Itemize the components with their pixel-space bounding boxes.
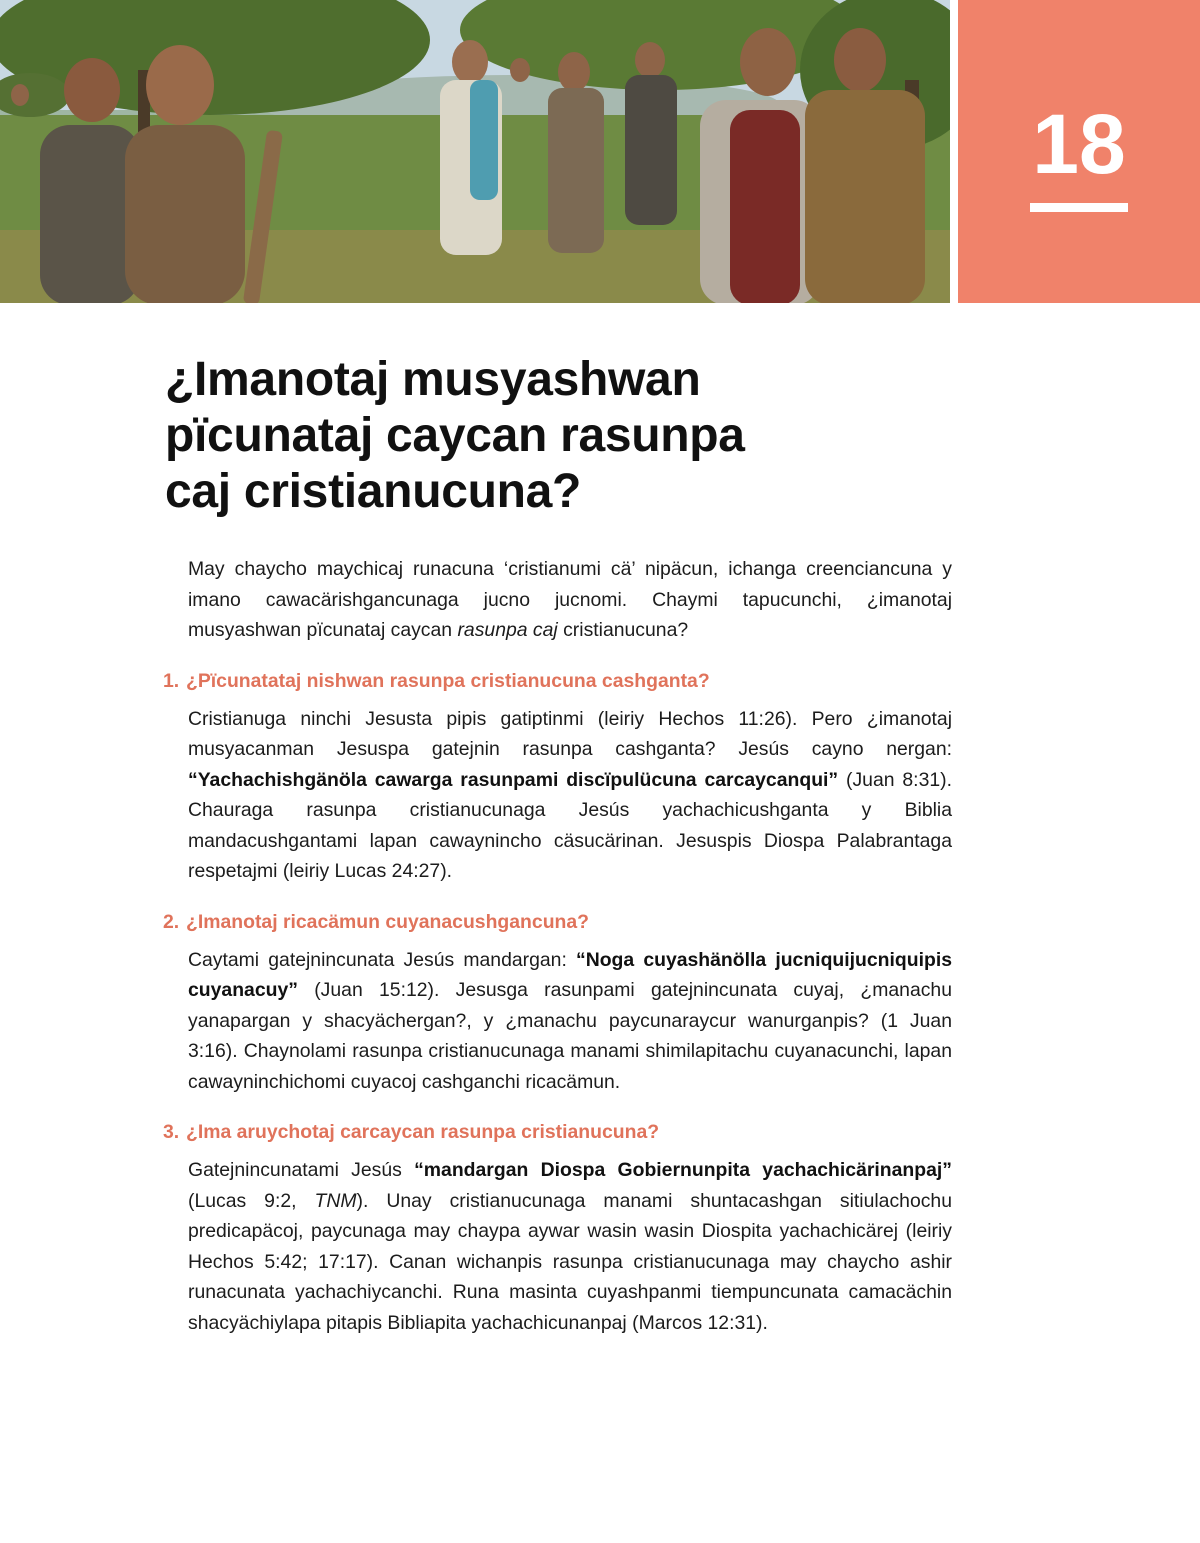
answer-paragraph <box>188 1155 952 1338</box>
answer-paragraph <box>188 704 952 887</box>
translation-abbreviation: TNM <box>314 1189 357 1212</box>
answer-text: Caytami gatejnincunata Jesús mandargan: <box>188 948 576 971</box>
lesson-content <box>163 554 952 1358</box>
answer-paragraph <box>188 945 952 1098</box>
question-section-1 <box>163 666 952 887</box>
question-heading <box>163 907 952 937</box>
answer-text: Gatejnincunatami Jesús <box>188 1159 415 1181</box>
disciples-walking-illustration-icon <box>0 0 950 303</box>
scripture-quote: “mandargan Diospa Gobiernunpita yachachicärinanpaj” <box>414 1159 952 1181</box>
lesson-number-underline <box>1030 203 1128 212</box>
page-title <box>165 352 865 520</box>
answer-text: (Lucas 9:2, <box>188 1189 315 1212</box>
question-text: ¿Pïcunatataj nishwan rasunpa cristianucuna cashganta? <box>186 669 710 692</box>
question-section-2 <box>163 907 952 1098</box>
question-heading <box>163 666 952 696</box>
question-number: 1. <box>163 669 180 692</box>
title-line-2: pïcunataj caycan rasunpa <box>165 409 745 462</box>
question-section-3 <box>163 1117 952 1338</box>
question-heading <box>163 1117 952 1147</box>
intro-text-start: May chaycho maychicaj runacuna ‘cristianumi cä’ nipäcun, ichanga creenciancuna y imano cawacärishgancunaga jucno jucnomi. Chaymi tapucunchi, ¿imanotaj musyashwan pïcunataj caycan <box>188 558 952 641</box>
question-text: ¿Imanotaj ricacämun cuyanacushgancuna? <box>186 910 590 933</box>
title-line-1: ¿Imanotaj musyashwan <box>165 353 701 406</box>
scripture-quote: “Yachachishgänöla cawarga rasunpami discïpulücuna carcaycanqui” <box>188 768 839 791</box>
answer-text: Cristianuga ninchi Jesusta pipis gatiptinmi (leiriy Hechos 11:26). Pero ¿imanotaj musyacanman Jesuspa gatejnin rasunpa cashganta? Jesús cayno nergan: <box>188 707 952 760</box>
intro-paragraph <box>188 554 952 646</box>
answer-text: (Juan 8:31). Chauraga rasunpa cristianucunaga Jesús yachachicushganta y Biblia mandacushgantami lapan cawaynincho cäsucärinan. Jesuspis Diospa Palabrantaga respetajmi (leiriy Lucas 24:27). <box>188 768 952 882</box>
scripture-quote: “Noga cuyashänölla jucniquijucniquipis cuyanacuy” <box>188 948 952 1001</box>
question-number: 3. <box>163 1121 180 1143</box>
lesson-number: 18 <box>1032 97 1126 191</box>
intro-text-end: cristianucuna? <box>557 619 689 641</box>
question-number: 2. <box>163 910 180 933</box>
answer-text: ). Unay cristianucunaga manami shuntacashgan sitiulachochu predicapäcoj, paycunaga may chaypa aywar wasin wasin Diospita yachachicärej (leiriy Hechos 5:42; 17:17). Canan wichanpis rasunpa cristianucunaga may chaycho ashir runacunata yachachiycanchi. Runa masinta cuyashpanmi tiempuncunata camacächin shacyächiylapa pitapis Bibliapita yachachicunanpaj (Marcos 12:31). <box>188 1189 952 1334</box>
intro-italic-text: rasunpa caj <box>457 619 558 641</box>
question-text: ¿Ima aruychotaj carcaycan rasunpa cristianucuna? <box>186 1121 660 1143</box>
answer-text: (Juan 15:12). Jesusga rasunpami gatejnincunata cuyaj, ¿manachu yanapargan y shacyächergan?, y ¿manachu paycunaraycur wanurganpis? (1 Juan 3:16). Chaynolami rasunpa cristianucunaga manami shimilapitachu cuyanacunchi, lapan cawayninchichomi cuyacoj cashganchi ricacämun. <box>188 979 952 1093</box>
hero-image <box>0 0 950 303</box>
title-line-3: caj cristianucuna? <box>165 465 582 518</box>
lesson-number-box <box>958 0 1200 303</box>
